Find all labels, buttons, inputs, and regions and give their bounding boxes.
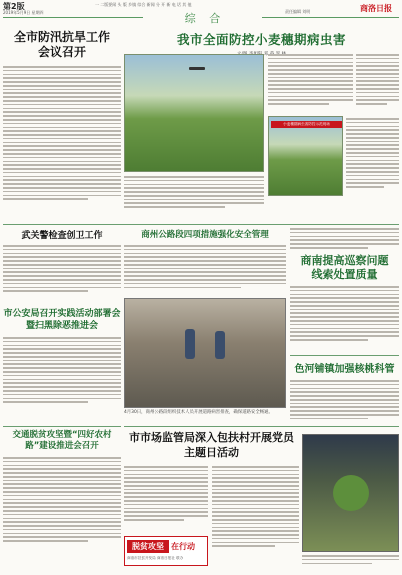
article-title: 商州公路段四项措施强化安全管理: [141, 230, 269, 240]
article-body: [124, 245, 286, 295]
article-market-regulation: [124, 430, 299, 571]
highway-patrol-photo: [124, 298, 286, 408]
page-number: 第2版: [3, 2, 25, 11]
banner-tag-text: 脱贫攻坚: [132, 542, 164, 551]
article-shangnan: [290, 228, 399, 353]
article-title: 色河铺镇加强核桃科管: [294, 364, 395, 375]
article-highway-safety: [124, 228, 286, 298]
article-body: [3, 457, 121, 557]
pest-control-photo: [268, 116, 343, 196]
article-body-col2: [212, 466, 299, 566]
header-rule-right: [262, 17, 399, 18]
article-body-bottom: [124, 176, 264, 216]
banner-title: 在行动: [171, 542, 195, 551]
article-title: 商南提高巡察问题线索处置质量: [300, 254, 389, 281]
article-flood-control: [3, 30, 121, 222]
article-body: [268, 54, 353, 114]
article-body: [290, 286, 399, 352]
article-body: [3, 245, 121, 303]
article-public-security: [3, 308, 121, 423]
article-body-top: [290, 228, 399, 252]
banner-sub: 商洛市扶贫开发局 商洛日报社 联办: [127, 556, 184, 560]
header-rule-left: [3, 17, 143, 18]
article-body: [3, 66, 121, 216]
article-body: [3, 337, 121, 415]
article-body-col4: [346, 118, 399, 196]
article-title: 全市防汛抗旱工作会议召开: [13, 30, 110, 59]
banner-tag: [127, 540, 169, 553]
divider: [290, 355, 399, 356]
banner-text: 小麦穗期病虫害防控示范现场: [283, 122, 330, 126]
article-title: 交通脱贫攻坚暨“四好农村路”建设推进会召开: [12, 430, 112, 451]
article-title: 武关警检查创卫工作: [21, 231, 103, 241]
worker-figure: [185, 329, 195, 359]
article-wheat-pest: [124, 30, 399, 222]
divider: [3, 224, 399, 225]
drone-icon: [189, 67, 205, 70]
divider: [124, 426, 399, 427]
article-body: [290, 380, 399, 430]
photo-caption: 4月30日，商州公路段组织技术人员开展道路病害排查，确保道路安全畅通。: [124, 410, 273, 415]
article-title: 我市全面防控小麦穗期病虫害: [176, 32, 346, 47]
party-activity-photo: [302, 434, 399, 552]
article-title: 市市场监管局深入包扶村开展党员主题日活动: [129, 431, 294, 459]
article-walnut: [290, 360, 399, 428]
article-body-col3: [356, 54, 399, 114]
article-title: 市公安局召开实践活动部署会暨扫黑除恶推进会: [3, 309, 121, 331]
section-title: [150, 10, 260, 26]
article-wuguan: [3, 228, 121, 304]
section-label: 综 合: [184, 12, 226, 25]
article-body: [124, 466, 208, 534]
divider: [3, 426, 121, 427]
newspaper-logo: 商洛日报: [360, 3, 392, 13]
article-byline: 邓: [263, 52, 269, 57]
photo-caption-lines: [302, 555, 399, 569]
header-editor: 责任编辑 刘明: [285, 9, 311, 14]
walnut-tree-icon: [333, 475, 369, 511]
header-nav: 一 二版要闻 头 版 乡镇 综合 新闻 分 开 新 电 话 其 他: [95, 2, 192, 7]
header-date: 2019年5月9日 星期四: [3, 10, 44, 15]
photo-caption-banner: [271, 121, 342, 128]
worker-figure: [215, 331, 225, 359]
article-rural-roads: [3, 430, 121, 571]
wheat-field-photo: [124, 54, 264, 172]
poverty-alleviation-banner: [124, 536, 208, 566]
